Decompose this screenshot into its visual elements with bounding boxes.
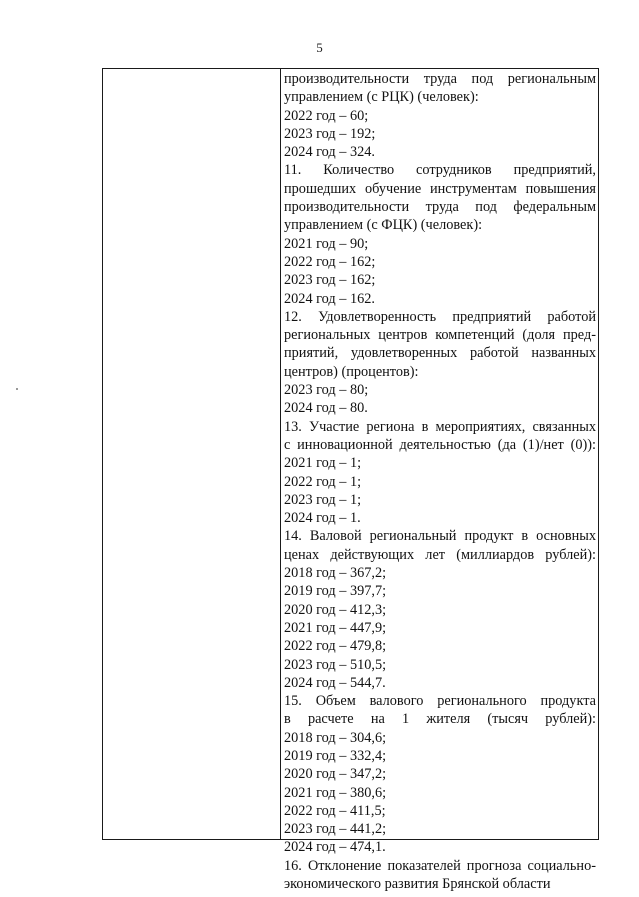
text-line: в расчете на 1 жителя (тысяч рублей): (284, 711, 596, 728)
text-line: прошедших обучение инструментам повышения (284, 180, 596, 197)
margin-mark (16, 388, 18, 390)
text-line: 2021 год – 90; (284, 235, 369, 252)
text-line: 2024 год – 1. (284, 510, 361, 527)
text-line: 2018 год – 304,6; (284, 729, 387, 746)
text-line: 2018 год – 367,2; (284, 565, 387, 582)
text-line: 2024 год – 80. (284, 400, 368, 417)
text-line: 2022 год – 60; (284, 107, 369, 124)
text-line: приятий, удовлетворенных работой названных (284, 345, 596, 362)
text-line: 12. Удовлетворенность предприятий работой (284, 308, 596, 325)
table-right-cell (284, 70, 596, 893)
document-table (102, 68, 599, 893)
text-line: 2024 год – 474,1. (284, 839, 386, 856)
text-line: 2022 год – 479,8; (284, 638, 387, 655)
text-line: 2022 год – 411,5; (284, 802, 386, 819)
text-line: 2021 год – 1; (284, 455, 362, 472)
text-line: управлением (с РЦК) (человек): (284, 89, 479, 106)
text-line: региональных центров компетенций (доля пред- (284, 327, 596, 344)
text-line: 11. Количество сотрудников предприятий, (284, 162, 596, 179)
text-line: 2023 год – 510,5; (284, 656, 387, 673)
text-line: 2022 год – 1; (284, 473, 362, 490)
text-line: 2019 год – 397,7; (284, 583, 387, 600)
text-line: 2023 год – 162; (284, 272, 376, 289)
text-line: экономического развития Брянской области (284, 876, 551, 893)
text-line: производительности труда под региональным (284, 71, 596, 87)
text-line: 2024 год – 544,7. (284, 674, 386, 691)
text-line: 2021 год – 447,9; (284, 619, 387, 636)
text-line: 2022 год – 162; (284, 253, 376, 270)
text-line: 2023 год – 441,2; (284, 821, 387, 838)
text-line: с инновационной деятельностью (да (1)/нет (0)): (284, 436, 596, 453)
text-line: управлением (с ФЦК) (человек): (284, 217, 483, 234)
text-line: производительности труда под федеральным (284, 199, 596, 216)
text-line: 2024 год – 324. (284, 144, 376, 161)
text-line: 2024 год – 162. (284, 290, 376, 307)
text-line: 2021 год – 380,6; (284, 784, 387, 801)
text-line: 15. Объем валового регионального продукта (284, 693, 596, 710)
text-line: 2020 год – 412,3; (284, 601, 387, 618)
column-divider (280, 69, 281, 839)
text-line: 16. Отклонение показателей прогноза социально- (284, 857, 596, 874)
text-line: 13. Участие региона в мероприятиях, связанных (284, 418, 596, 435)
text-line: 2023 год – 1; (284, 491, 362, 508)
text-line: 2020 год – 347,2; (284, 766, 387, 783)
text-line: 2023 год – 80; (284, 382, 369, 399)
text-line: 14. Валовой региональный продукт в основных (284, 528, 596, 545)
text-line: центров) (процентов): (284, 363, 419, 380)
text-line: 2023 год – 192; (284, 125, 376, 142)
text-line: ценах действующих лет (миллиардов рублей): (284, 546, 596, 563)
text-line: 2019 год – 332,4; (284, 747, 387, 764)
table-left-cell (103, 69, 280, 839)
page-number: 5 (316, 40, 323, 55)
